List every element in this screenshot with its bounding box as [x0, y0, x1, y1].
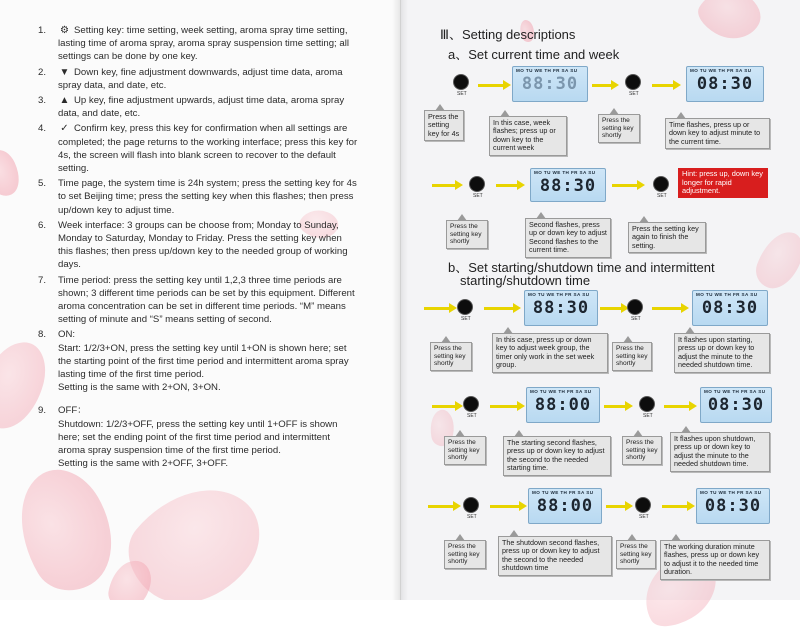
lcd-days: MO TU WE TH FR SA SU — [704, 389, 766, 394]
callout-press-shortly: Press the setting key shortly — [622, 436, 662, 465]
callout-second: Second flashes, press up or down key to adjust Second flashes to the current time. — [525, 218, 611, 258]
lcd-digits: 08:30 — [696, 74, 754, 94]
key-description-list — [38, 24, 358, 473]
lcd-days: MO TU WE TH FR SA SU — [700, 490, 762, 495]
callout-press-shortly: Press the setting key shortly — [598, 114, 640, 143]
item-number: 7. — [38, 274, 47, 286]
page-gutter — [392, 0, 408, 600]
item-text: Setting key: time setting, week setting, aroma spray time setting, lasting time of aroma spray, aroma spray suspension time setting; all settings can be done by one key. — [58, 25, 349, 63]
set-label: SET — [467, 514, 477, 520]
flow-arrow — [652, 84, 674, 87]
lcd-display — [692, 290, 768, 326]
left-page — [0, 0, 400, 600]
callout-press-shortly: Press the setting key shortly — [430, 342, 472, 371]
item-number: 9. — [38, 405, 47, 417]
lcd-days: MO TU WE TH FR SA SU — [534, 170, 596, 175]
item-number: 2. — [38, 66, 47, 78]
triangle-down-icon: ▼ — [59, 66, 70, 78]
set-label: SET — [657, 193, 667, 199]
item-title: OFF： — [58, 405, 87, 417]
flow-arrow — [428, 505, 454, 508]
flow-arrow — [484, 307, 514, 310]
list-item — [38, 94, 358, 120]
callout-start-minute: It flashes upon starting, press up or down key to adjust the minute to the needed shutdown time. — [674, 333, 770, 373]
list-item — [38, 404, 358, 470]
set-label: SET — [631, 316, 641, 322]
item-number: 5. — [38, 178, 47, 190]
section-title: Ⅲ、Setting descriptions — [440, 27, 576, 42]
set-label: SET — [629, 91, 639, 97]
set-label: SET — [457, 91, 467, 97]
callout-press-shortly: Press the setting key shortly — [446, 220, 488, 249]
lcd-digits: 08:30 — [704, 496, 762, 516]
callout-press-4s: Press the setting key for 4s — [424, 110, 464, 141]
callout-press-shortly: Press the setting key shortly — [444, 540, 486, 569]
flow-arrow — [432, 184, 456, 187]
lcd-display — [524, 290, 598, 326]
flow-arrow — [424, 307, 450, 310]
lcd-display — [512, 66, 588, 102]
callout-press-shortly: Press the setting key shortly — [612, 342, 652, 371]
gear-icon: ⚙ — [60, 25, 69, 36]
set-key-button[interactable] — [470, 177, 484, 191]
callout-week: In this case, week flashes; press up or down key to the current week — [489, 116, 567, 156]
lcd-digits: 88:00 — [534, 395, 592, 415]
subsection-b-title: b、Set starting/shutdown time and intermittent — [448, 260, 715, 275]
flow-arrow — [652, 307, 682, 310]
lcd-days: MO TU WE TH FR SA SU — [516, 68, 578, 73]
flow-arrow — [496, 184, 518, 187]
lcd-days: MO TU WE TH FR SA SU — [690, 68, 752, 73]
lcd-display — [526, 387, 600, 423]
set-label: SET — [473, 193, 483, 199]
callout-shutdown-minute: It flashes upon shutdown, press up or down key to adjust the minute to the needed shutdown time. — [670, 432, 770, 472]
callout-shutdown-second: The shutdown second flashes, press up or down key to adjust the second to the needed shutdown time — [498, 536, 612, 576]
triangle-up-icon: ▲ — [59, 95, 70, 107]
list-item — [38, 66, 358, 92]
lcd-digits: 08:30 — [707, 395, 765, 415]
item-text: Time period: press the setting key until 1,2,3 three time periods are shown; 3 different time periods can be set by this equipment. Different aroma concentration can be set in different time periods. “M” means setting of minute and “S” means setting of second. — [58, 274, 355, 326]
lcd-days: MO TU WE TH FR SA SU — [696, 292, 758, 297]
list-item — [38, 274, 358, 327]
callout-press-shortly: Press the setting key shortly — [444, 436, 486, 465]
set-key-button[interactable] — [636, 498, 650, 512]
item-number: 1. — [38, 25, 47, 36]
set-label: SET — [461, 316, 471, 322]
item-line: Start: 1/2/3+ON, press the setting key until 1+ON is shown here; set the starting point of the first time period and intermittent aroma spray lasting time of the first time period. — [58, 342, 349, 381]
item-text: Time page, the system time is 24h system; press the setting key for 4s to set Beijing time; press the setting key when this flashes; then press up/down key to adjust time. — [58, 178, 357, 216]
set-label: SET — [467, 413, 477, 419]
callout-press-shortly: Press the setting key shortly — [616, 540, 656, 569]
lcd-display — [530, 168, 606, 202]
lcd-digits: 88:00 — [536, 496, 594, 516]
flow-arrow — [490, 405, 518, 408]
flow-arrow — [612, 184, 638, 187]
item-number: 3. — [38, 95, 47, 107]
callout-minute: Time flashes, press up or down key to adjust minute to the current time. — [665, 118, 770, 149]
item-number: 4. — [38, 123, 47, 135]
callout-start-second: The starting second flashes, press up or down key to adjust the second to the needed starting time. — [503, 436, 611, 476]
item-text: Confirm key, press this key for confirmation when all settings are completed; the page returns to the working interface; press this key for 4s, the screen will flash into blank screen to recover to the default setting. — [58, 123, 358, 175]
checkmark-icon: ✓ — [60, 123, 69, 135]
item-line: Setting is the same with 2+OFF, 3+OFF. — [58, 458, 229, 470]
lcd-display — [686, 66, 764, 102]
set-key-button[interactable] — [464, 397, 478, 411]
set-key-button[interactable] — [626, 75, 640, 89]
list-item — [38, 177, 358, 217]
lcd-digits: 88:30 — [539, 176, 597, 196]
set-key-button[interactable] — [640, 397, 654, 411]
lcd-display — [528, 488, 602, 524]
lcd-display — [696, 488, 770, 524]
lcd-digits: 88:30 — [521, 74, 579, 94]
lcd-display — [700, 387, 772, 423]
lcd-days: MO TU WE TH FR SA SU — [528, 292, 590, 297]
item-number: 8. — [38, 329, 47, 341]
flow-arrow — [600, 307, 622, 310]
flow-arrow — [478, 84, 504, 87]
set-key-button[interactable] — [464, 498, 478, 512]
list-item — [38, 24, 358, 64]
lcd-digits: 88:30 — [532, 298, 590, 318]
lcd-days: MO TU WE TH FR SA SU — [530, 389, 592, 394]
item-title: ON: — [58, 329, 76, 341]
hint-box: Hint: press up, down key longer for rapid adjustment. — [678, 168, 768, 198]
item-text: Up key, fine adjustment upwards, adjust time data, aroma spray data, and date, etc. — [58, 95, 345, 120]
callout-duration: The working duration minute flashes, press up or down key to adjust it to the needed time duration. — [660, 540, 770, 580]
flow-arrow — [592, 84, 612, 87]
subsection-a-title: a、Set current time and week — [448, 47, 620, 62]
flow-arrow — [664, 405, 690, 408]
set-label: SET — [643, 413, 653, 419]
item-line: Shutdown: 1/2/3+OFF, press the setting key until 1+OFF is shown here; set the ending point of the first time period and intermittent aroma spray suspension time of the first time period. — [58, 418, 338, 457]
list-item — [38, 122, 358, 175]
list-item — [38, 328, 358, 394]
flow-arrow — [432, 405, 456, 408]
flow-arrow — [662, 505, 688, 508]
set-key-button[interactable] — [628, 300, 642, 314]
callout-finish: Press the setting key again to finish the setting. — [628, 222, 706, 253]
item-line: Setting is the same with 2+ON, 3+ON. — [58, 382, 221, 394]
flow-arrow — [604, 405, 626, 408]
list-item — [38, 219, 358, 272]
set-label: SET — [639, 514, 649, 520]
set-key-button[interactable] — [458, 300, 472, 314]
item-number: 6. — [38, 219, 47, 231]
flow-arrow — [490, 505, 520, 508]
callout-week-group: In this case, press up or down key to adjust week group, the timer only work in the set week group. — [492, 333, 608, 373]
item-text: Down key, fine adjustment downwards, adjust time data, aroma spray data, and date, etc. — [58, 66, 343, 91]
lcd-digits: 08:30 — [701, 298, 759, 318]
item-text: Week interface: 3 groups can be choose from; Monday to Sunday, Monday to Saturday, Monday to Friday. Press the setting key when this flashes; then press up/down key to the needed group of working days. — [58, 219, 348, 271]
flow-arrow — [606, 505, 626, 508]
set-key-button[interactable] — [454, 75, 468, 89]
lcd-days: MO TU WE TH FR SA SU — [532, 490, 594, 495]
set-key-button[interactable] — [654, 177, 668, 191]
subsection-b-title-cont: starting/shutdown time — [460, 273, 591, 288]
